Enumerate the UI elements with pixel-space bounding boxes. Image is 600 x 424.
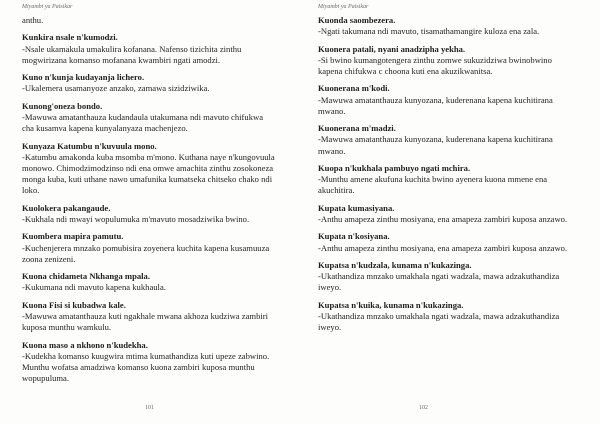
proverb-title: Kupatsa n'kudzala, kunama n'kukazinga. [318, 259, 472, 270]
running-header: Miyambi ya Patsikar [22, 4, 73, 10]
proverb-title: Kuonerana m'madzi. [318, 123, 396, 134]
proverb-entry [318, 83, 572, 117]
proverb-entry [318, 231, 572, 253]
proverb-meaning: -Ukathandiza mnzako umakhala ngati wadzala, mawa adzakuthandiza iweyo. [318, 310, 560, 333]
proverb-title: Kupata n'kosiyana. [318, 231, 390, 242]
proverb-title: Kuombera mapira pamutu. [22, 231, 124, 242]
proverb-entry [318, 15, 572, 37]
proverb-title: Kunong'oneza bondo. [22, 100, 103, 111]
proverb-entry [318, 260, 572, 294]
proverb-title: Kuonerana m'kodi. [318, 83, 390, 94]
proverb-entry [22, 340, 276, 385]
continuation-text: anthu. [22, 15, 44, 25]
right-page [300, 0, 600, 424]
proverb-meaning: -Munthu amene akufuna kuchita bwino ayenera kuona mmene ena akuchitira. [318, 174, 548, 196]
proverb-entry [22, 141, 276, 197]
proverb-meaning: -Mawuwa amatanthauza kunyozana, kuderenana kapena kuchitirana mwano. [318, 94, 553, 116]
proverb-meaning: -Kuchenjerera mnzako pomubisira zoyenera kuchita kapena kusamuuza zoona zenizeni. [22, 242, 270, 264]
proverb-entry [22, 300, 276, 334]
proverb-meaning: -Mawuwa amatanthauza kudandaula utakumana ndi mavuto chifukwa cha kusamva kapena kunyalanyaza machenjezo. [22, 111, 264, 134]
proverb-entry [318, 163, 572, 197]
proverb-meaning: -Ngati takumana ndi mavuto, tisamathamangire kuloza ena zala. [318, 26, 540, 37]
proverb-entry [22, 231, 276, 265]
proverb-entry [318, 44, 572, 78]
proverb-title: Kuopa n'kukhala pambuyo ngati mchira. [318, 162, 471, 173]
proverb-entry [22, 203, 276, 225]
proverb-title: Kuonera patali, nyani anadzipha yekha. [318, 43, 466, 54]
proverb-title: Kuona chidameta Nkhanga mpala. [22, 271, 150, 282]
proverb-title: Kuona Fisi si kubadwa kale. [22, 299, 126, 310]
proverb-entry [22, 32, 276, 66]
page-number: 101 [145, 405, 154, 411]
proverb-title: Kupata kumasiyana. [318, 202, 395, 213]
proverb-entry [22, 271, 276, 293]
page-number: 102 [419, 405, 428, 411]
proverb-meaning: -Nsale ukamakula umakulira kofanana. Nafenso tizichita zinthu mogwirizana komanso mofanana kwambiri ngati amodzi. [22, 43, 242, 65]
proverb-meaning: -Kudekha komanso kuugwira mtima kumathandiza kuti upeze zabwino. Munthu wofatsa amadziwa komanso kuona zambiri kuposa munthu wopupuluma. [22, 350, 270, 384]
proverb-meaning: -Anthu amapeza zinthu mosiyana, ena amapeza zambiri kuposa anzawo. [318, 242, 568, 253]
proverb-meaning: -Anthu amapeza zinthu mosiyana, ena amapeza zambiri kuposa anzawo. [318, 213, 568, 224]
proverb-meaning: -Si bwino kumangotengera zinthu zomwe sukuzidziwa bwinobwino kapena chifukwa c choona kuti ena akuzikwanitsa. [318, 54, 552, 76]
proverb-entry [318, 203, 572, 225]
proverb-meaning: -Mawuwa amatanthauza kuti ngakhale mwana akhoza kudziwa zambiri kuposa munthu wamkulu. [22, 310, 269, 333]
proverb-entry [318, 123, 572, 157]
proverb-title: Kunkira nsale n'kumodzi. [22, 32, 118, 43]
proverb-title: Kuonda saombezera. [318, 15, 396, 25]
proverb-title: Kuona maso a nkhono n'kudekha. [22, 339, 148, 350]
running-header: Miyambi ya Patsikar [318, 4, 369, 10]
proverb-title: Kuolokera pakangaude. [22, 202, 111, 213]
proverb-title: Kuno n'kunja kudayanja lichero. [22, 72, 145, 83]
proverb-meaning: -Ukalemera usamanyoze anzako, zamawa sizidziwika. [22, 83, 210, 94]
right-page-content [318, 15, 572, 333]
proverb-meaning: -Ukathandiza mnzako umakhala ngati wadzala, mawa adzakuthandiza iweyo. [318, 271, 560, 293]
proverb-title: Kunyaza Katumbu n'kuvuula mono. [22, 140, 157, 151]
proverb-title: Kupatsa n'kuika, kunama n'kukazinga. [318, 299, 464, 310]
proverb-entry [22, 101, 276, 135]
proverb-meaning: -Kukumana ndi mavuto kapena kukhaula. [22, 282, 166, 293]
proverb-entry [318, 300, 572, 334]
left-page-content [22, 15, 276, 384]
proverb-meaning: -Katumbu amakonda kuba msomba m'mono. Kuthana naye n'kungovuula monowo. Chimodzimodzinso ndi ena omwe amachita zinthu zosokoneza monga kuba, kuti uthane nawo umafunika kumatseka chitseko chako ndi loko. [22, 151, 275, 196]
proverb-meaning: -Kukhala ndi mwayi wopulumuka m'mavuto mosadziwika bwino. [22, 213, 250, 224]
proverb-meaning: -Mawuwa amatanthauza kunyozana, kuderenana kapena kuchitirana mwano. [318, 134, 553, 156]
proverb-entry [22, 72, 276, 94]
